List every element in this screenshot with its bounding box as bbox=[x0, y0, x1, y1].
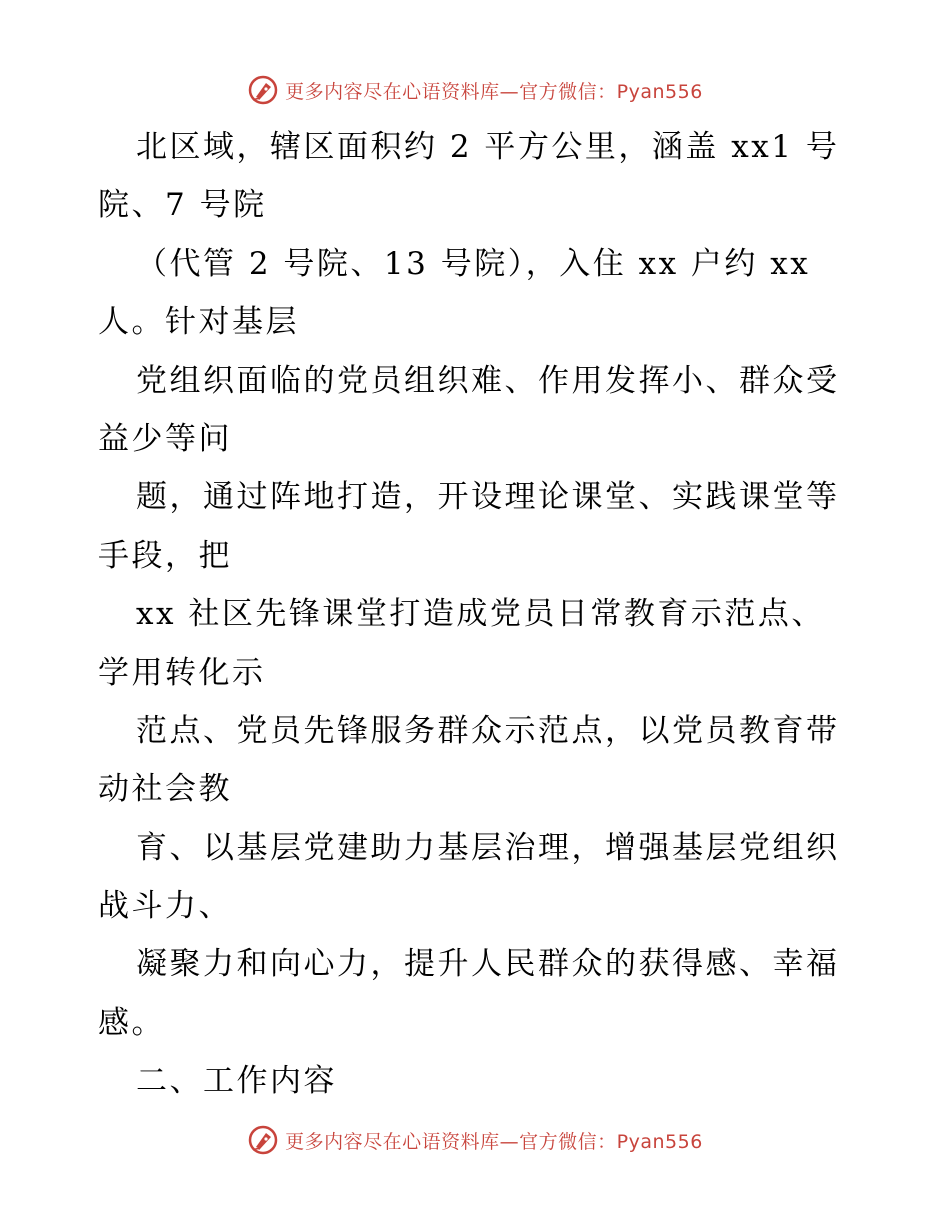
text-line: 院、7 号院 bbox=[98, 187, 267, 224]
text-line: 益少等问 bbox=[98, 420, 232, 457]
text-line: 手段，把 bbox=[98, 537, 232, 574]
text-line: 动社会教 bbox=[98, 771, 232, 808]
text-line: 范点、党员先锋服务群众示范点，以党员教育带 bbox=[136, 712, 840, 749]
text-line: 北区域，辖区面积约 2 平方公里，涵盖 xx1 号 bbox=[136, 129, 840, 165]
footer-banner bbox=[0, 1120, 950, 1160]
text-line: xx 社区先锋课堂打造成党员日常教育示范点、 bbox=[136, 596, 825, 633]
body-text bbox=[98, 118, 858, 1111]
pen-nib-logo-icon bbox=[247, 1124, 279, 1156]
text-line: 战斗力、 bbox=[98, 888, 232, 925]
text-line: 凝聚力和向心力，提升人民群众的获得感、幸福 bbox=[136, 946, 840, 983]
header-banner-text: 更多内容尽在心语资料库—官方微信：Pyan556 bbox=[285, 80, 703, 103]
text-line: （代管 2 号院、13 号院），入住 xx 户约 xx bbox=[136, 245, 811, 282]
section-heading: 二、工作内容 bbox=[136, 1063, 337, 1100]
footer-banner-text: 更多内容尽在心语资料库—官方微信：Pyan556 bbox=[285, 1130, 703, 1153]
text-line: 党组织面临的党员组织难、作用发挥小、群众受 bbox=[136, 362, 840, 399]
text-line: 学用转化示 bbox=[98, 654, 266, 691]
text-line: 育、以基层党建助力基层治理，增强基层党组织 bbox=[136, 829, 840, 866]
text-line: 题，通过阵地打造，开设理论课堂、实践课堂等 bbox=[136, 479, 840, 516]
pen-nib-logo-icon bbox=[247, 74, 279, 106]
text-line: 人。针对基层 bbox=[98, 304, 299, 341]
text-line: 感。 bbox=[98, 1004, 165, 1041]
header-banner bbox=[0, 70, 950, 110]
